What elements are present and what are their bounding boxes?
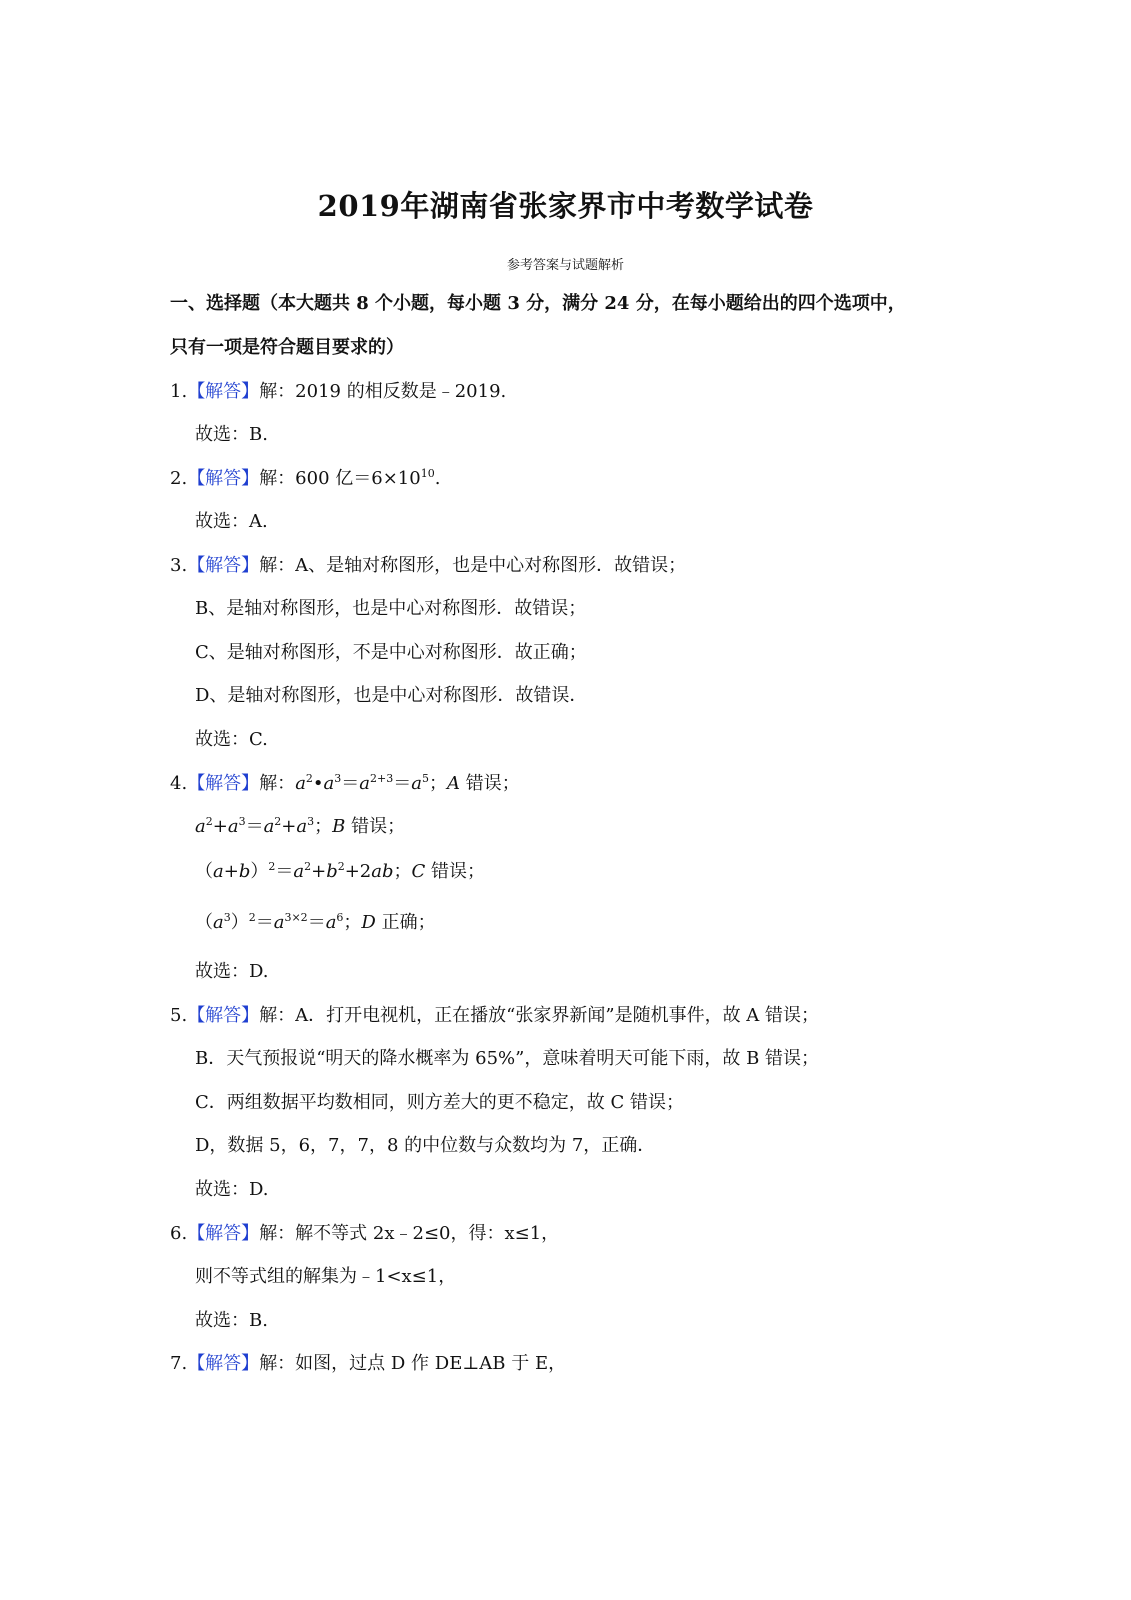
answer-3-option-d: D、是轴对称图形，也是中心对称图形．故错误． [195, 685, 588, 706]
answer-tag: 【解答】 [187, 555, 260, 576]
answer-tag: 【解答】 [187, 1223, 260, 1244]
math-expression: $a^2+a^3=a^2+a^3$；B 错误； [195, 815, 406, 837]
answer-tag: 【解答】 [187, 381, 260, 402]
math-expression: $(a+b)^2=a^2+b^2+2ab$；C 错误； [195, 860, 486, 882]
page-subtitle: 参考答案与试题解析 [506, 258, 624, 273]
answer-7 [170, 1349, 566, 1375]
answer-text: 解：如图，过点 D 作 DE⊥AB 于 E， [259, 1353, 567, 1374]
answer-text: 解：解不等式 2x﹣2≤0，得：x≤1， [259, 1223, 560, 1244]
question-number: 5. [170, 1005, 188, 1026]
question-number: 2. [170, 468, 188, 489]
answer-5 [170, 1001, 819, 1027]
answer-5-option-c: C．两组数据平均数相同，则方差大的更不稳定，故 C 错误； [195, 1092, 684, 1113]
answer-6-line-2: 则不等式组的解集为﹣1<x≤1， [195, 1266, 457, 1287]
answer-6-choice: 故选：B. [195, 1310, 268, 1331]
answer-text: 解：A．打开电视机，正在播放“张家界新闻”是随机事件，故 A 错误； [259, 1005, 820, 1026]
answer-tag: 【解答】 [187, 468, 260, 489]
answer-text: 解：2019 的相反数是﹣2019. [259, 381, 507, 402]
answer-3-option-c: C、是轴对称图形，不是中心对称图形．故正确； [195, 642, 587, 663]
question-number: 6. [170, 1223, 188, 1244]
answer-text-end: . [434, 468, 441, 489]
answer-text: 解：A、是轴对称图形，也是中心对称图形．故错误； [259, 555, 687, 576]
question-number: 4. [170, 773, 188, 794]
answer-3 [170, 551, 686, 577]
answer-tag: 【解答】 [187, 1353, 260, 1374]
question-number: 3. [170, 555, 188, 576]
answer-text: 解：600 亿＝6×10 [259, 468, 421, 489]
answer-2-choice: 故选：A. [195, 511, 268, 532]
answer-5-choice: 故选：D. [195, 1179, 269, 1200]
answer-tag: 【解答】 [187, 773, 260, 794]
exponent: 10 [420, 467, 435, 480]
section-heading-line1: 一、选择题（本大题共 8 个小题，每小题 3 分，满分 24 分，在每小题给出的四个选项中， [170, 293, 906, 314]
question-number: 1. [170, 381, 188, 402]
answer-5-option-b: B．天气预报说“明天的降水概率为 65%”，意味着明天可能下雨，故 B 错误； [195, 1048, 820, 1069]
answer-2 [170, 464, 440, 490]
answer-tag: 【解答】 [187, 1005, 260, 1026]
answer-5-option-d: D，数据 5，6，7，7，8 的中位数与众数均为 7，正确． [195, 1135, 656, 1156]
answer-3-choice: 故选：C. [195, 729, 268, 750]
answer-1 [170, 377, 506, 403]
answer-4-choice: 故选：D. [195, 961, 269, 982]
section-heading-line2: 只有一项是符合题目要求的） [170, 337, 404, 358]
answer-3-option-b: B、是轴对称图形，也是中心对称图形．故错误； [195, 598, 587, 619]
page-title: 2019年湖南省张家界市中考数学试卷 [317, 189, 814, 223]
question-number: 7. [170, 1353, 188, 1374]
math-expression: 解：$a^2•a^3=a^{2+3}=a^5$；A 错误； [259, 772, 520, 794]
answer-6 [170, 1219, 559, 1245]
answer-4 [170, 769, 520, 795]
math-expression: $(a^3)^2=a^{3\times 2}=a^6$；D 正确； [195, 911, 436, 933]
answer-1-choice: 故选：B. [195, 424, 268, 445]
